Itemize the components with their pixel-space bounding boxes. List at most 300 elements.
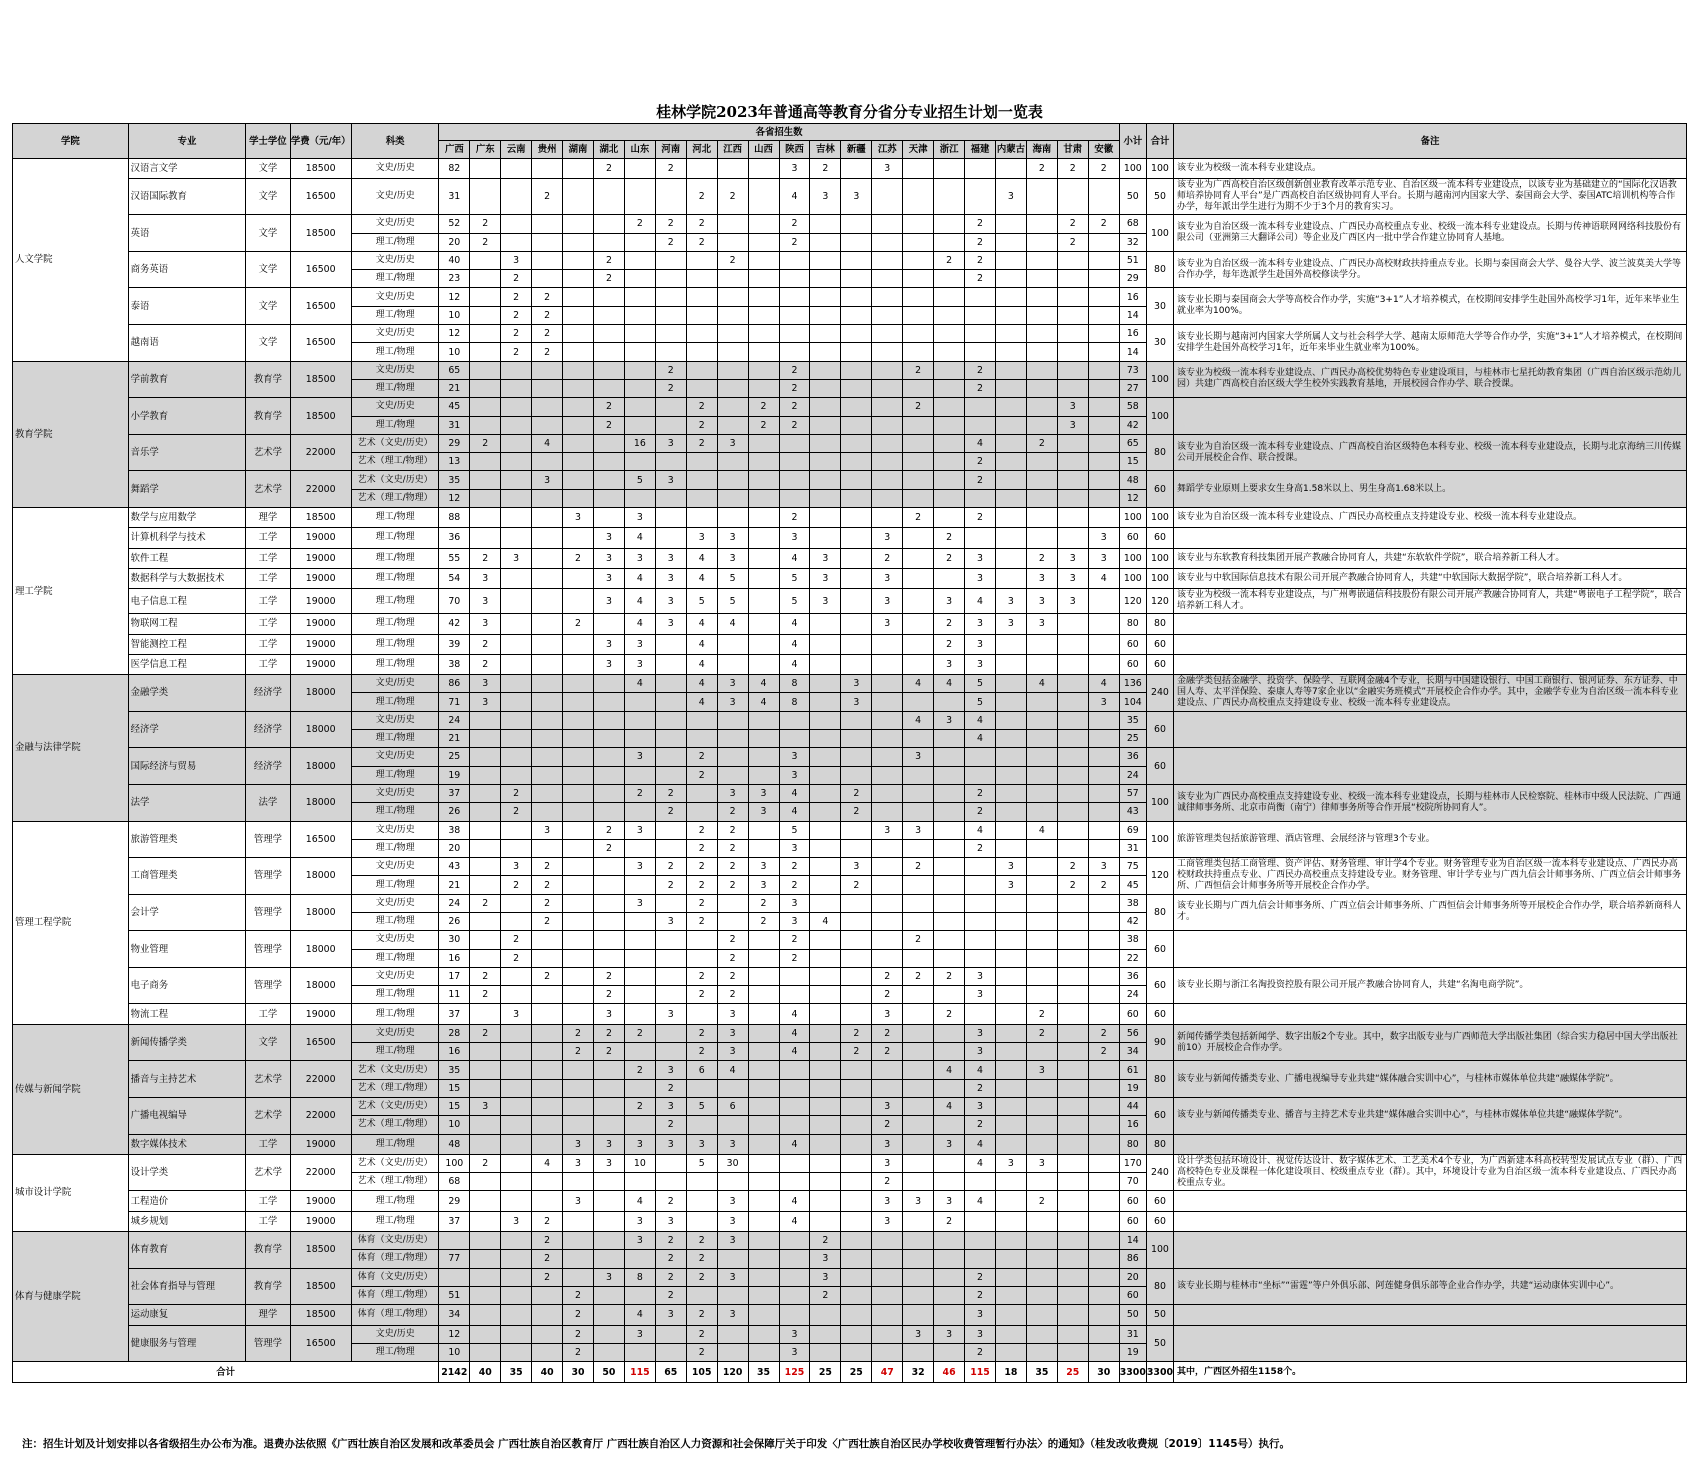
province-count-cell: 29 (439, 434, 470, 452)
major-name: 物联网工程 (128, 614, 246, 634)
province-count-cell: 4 (624, 675, 655, 693)
province-count-cell (965, 766, 996, 784)
enrollment-sheet (12, 101, 1687, 1383)
province-count-cell (1026, 839, 1057, 857)
province-count-cell (686, 159, 717, 179)
province-count-cell: 2 (965, 251, 996, 269)
province-count-cell (748, 528, 779, 548)
province-count-cell (501, 215, 532, 233)
province-count-cell (995, 361, 1026, 379)
province-count-cell (563, 471, 594, 489)
province-count-cell: 3 (624, 1134, 655, 1154)
province-count-cell (934, 931, 965, 949)
province-count-cell: 2 (532, 306, 563, 324)
province-count-cell (624, 361, 655, 379)
province-count-cell (655, 1024, 686, 1042)
header-row (13, 124, 1687, 141)
subtotal-cell: 50 (1119, 179, 1146, 215)
province-count-cell: 4 (1088, 675, 1119, 693)
table-row (13, 711, 1687, 729)
province-count-cell (748, 1211, 779, 1231)
province-count-cell (748, 986, 779, 1004)
degree-cell: 理学 (246, 1305, 290, 1325)
province-count-cell: 2 (470, 634, 501, 654)
fee-cell: 22000 (290, 1154, 351, 1191)
province-count-cell: 3 (624, 821, 655, 839)
province-count-cell (995, 1286, 1026, 1304)
province-count-cell (593, 1061, 624, 1079)
province-count-cell: 2 (593, 986, 624, 1004)
fee-cell: 22000 (290, 1097, 351, 1134)
province-count-cell (779, 1154, 810, 1172)
province-count-cell (532, 803, 563, 821)
category-cell: 理工/物理 (351, 589, 438, 614)
province-count-cell (995, 711, 1026, 729)
school-name: 城市设计学院 (13, 1154, 129, 1231)
table-row (13, 1268, 1687, 1286)
province-count-cell: 3 (779, 528, 810, 548)
province-count-cell (655, 1043, 686, 1061)
province-count-cell: 3 (872, 159, 903, 179)
province-count-cell: 3 (748, 858, 779, 876)
subtotal-cell: 100 (1119, 568, 1146, 588)
province-count-cell: 4 (934, 1061, 965, 1079)
category-cell: 艺术（理工/物理） (351, 1116, 438, 1134)
province-count-cell (686, 379, 717, 397)
province-count-cell: 4 (686, 675, 717, 693)
province-count-cell: 2 (655, 379, 686, 397)
province-count-cell (593, 325, 624, 343)
table-row (13, 634, 1687, 654)
province-count-cell: 3 (841, 179, 872, 215)
province-count-cell (532, 233, 563, 251)
province-count-cell: 3 (903, 1191, 934, 1211)
degree-cell: 教育学 (246, 398, 290, 435)
province-count-cell (995, 1232, 1026, 1250)
province-count-cell (934, 489, 965, 507)
province-count-cell (1026, 1305, 1057, 1325)
province-count-cell (1088, 589, 1119, 614)
province-count-cell (717, 325, 748, 343)
province-count-cell (501, 1250, 532, 1268)
province-count-cell (655, 748, 686, 766)
province-count-cell: 3 (965, 548, 996, 568)
header-province: 甘肃 (1057, 141, 1088, 159)
province-count-cell: 54 (439, 568, 470, 588)
province-count-cell (501, 1097, 532, 1115)
province-count-cell (532, 568, 563, 588)
province-count-cell (872, 931, 903, 949)
province-count-cell (624, 711, 655, 729)
province-count-cell (593, 453, 624, 471)
province-count-cell: 3 (717, 784, 748, 802)
province-count-cell: 8 (779, 675, 810, 693)
province-count-cell: 2 (532, 876, 563, 894)
province-count-cell: 3 (501, 548, 532, 568)
province-count-cell (1057, 1154, 1088, 1172)
province-count-cell (934, 1079, 965, 1097)
province-count-cell (655, 1173, 686, 1191)
province-count-cell: 3 (934, 1325, 965, 1343)
category-cell: 理工/物理 (351, 839, 438, 857)
province-count-cell: 19 (439, 766, 470, 784)
province-count-cell: 3 (995, 179, 1026, 215)
province-count-cell (593, 434, 624, 452)
province-count-cell (470, 1343, 501, 1361)
province-count-cell (903, 528, 934, 548)
province-count-cell (593, 233, 624, 251)
province-count-cell (593, 748, 624, 766)
province-count-cell: 38 (439, 654, 470, 674)
province-count-cell: 21 (439, 379, 470, 397)
totals-subtotal: 3300 (1119, 1362, 1146, 1383)
province-count-cell (810, 675, 841, 693)
province-count-cell: 5 (779, 821, 810, 839)
degree-cell: 工学 (246, 634, 290, 654)
degree-cell: 文学 (246, 325, 290, 362)
province-count-cell: 26 (439, 803, 470, 821)
province-count-cell (593, 711, 624, 729)
province-count-cell (841, 1134, 872, 1154)
province-count-cell (1026, 803, 1057, 821)
totals-province-cell: 47 (872, 1362, 903, 1383)
province-count-cell (810, 1305, 841, 1325)
totals-province-cell: 18 (995, 1362, 1026, 1383)
province-count-cell (563, 876, 594, 894)
province-count-cell (995, 894, 1026, 912)
fee-cell: 22000 (290, 471, 351, 508)
province-count-cell (1026, 693, 1057, 711)
province-count-cell (810, 1097, 841, 1115)
province-count-cell (624, 839, 655, 857)
province-count-cell (1057, 453, 1088, 471)
province-count-cell (593, 1325, 624, 1343)
province-count-cell (655, 986, 686, 1004)
province-count-cell (934, 821, 965, 839)
province-count-cell: 2 (655, 233, 686, 251)
province-count-cell (995, 1061, 1026, 1079)
province-count-cell: 2 (872, 986, 903, 1004)
province-count-cell (563, 288, 594, 306)
province-count-cell (501, 1232, 532, 1250)
province-count-cell (1026, 876, 1057, 894)
province-count-cell (1057, 434, 1088, 452)
subtotal-cell: 104 (1119, 693, 1146, 711)
province-count-cell: 3 (470, 589, 501, 614)
province-count-cell (748, 288, 779, 306)
header-province: 新疆 (841, 141, 872, 159)
province-count-cell (965, 1173, 996, 1191)
province-count-cell: 3 (810, 548, 841, 568)
province-count-cell: 24 (439, 711, 470, 729)
totals-province-cell: 115 (624, 1362, 655, 1383)
province-count-cell: 8 (624, 1268, 655, 1286)
province-count-cell (563, 528, 594, 548)
province-count-cell (903, 634, 934, 654)
province-count-cell (748, 508, 779, 528)
province-count-cell (872, 654, 903, 674)
province-count-cell: 51 (439, 1286, 470, 1304)
province-count-cell (903, 693, 934, 711)
fee-cell: 19000 (290, 1211, 351, 1231)
province-count-cell: 3 (624, 508, 655, 528)
province-count-cell (748, 379, 779, 397)
province-count-cell: 2 (717, 986, 748, 1004)
province-count-cell (686, 453, 717, 471)
province-count-cell (841, 1061, 872, 1079)
page-title: 桂林学院2023年普通高等教育分省分专业招生计划一览表 (656, 103, 1043, 121)
province-count-cell: 3 (1057, 398, 1088, 416)
header-fee: 学费（元/年） (290, 124, 351, 159)
subtotal-cell: 57 (1119, 784, 1146, 802)
enrollment-plan-table (12, 123, 1687, 1383)
province-count-cell (593, 730, 624, 748)
province-count-cell: 2 (717, 839, 748, 857)
province-count-cell: 2 (563, 1043, 594, 1061)
totals-note: 其中，广西区外招生1158个。 (1174, 1362, 1687, 1383)
province-count-cell: 4 (624, 1305, 655, 1325)
province-count-cell (1026, 361, 1057, 379)
province-count-cell (470, 912, 501, 930)
province-count-cell: 2 (624, 1061, 655, 1079)
province-count-cell: 2 (903, 858, 934, 876)
province-count-cell (501, 748, 532, 766)
province-count-cell (810, 416, 841, 434)
degree-cell: 工学 (246, 589, 290, 614)
province-count-cell: 2 (624, 1024, 655, 1042)
subtotal-cell: 48 (1119, 471, 1146, 489)
province-count-cell: 35 (439, 1061, 470, 1079)
province-count-cell: 3 (470, 693, 501, 711)
province-count-cell (903, 1097, 934, 1115)
province-count-cell: 20 (439, 839, 470, 857)
province-count-cell: 34 (439, 1305, 470, 1325)
subtotal-cell: 24 (1119, 766, 1146, 784)
province-count-cell: 2 (593, 416, 624, 434)
note-cell: 舞蹈学专业原则上要求女生身高1.58米以上、男生身高1.68米以上。 (1174, 471, 1687, 508)
fee-cell: 19000 (290, 528, 351, 548)
totals-province-cell: 35 (748, 1362, 779, 1383)
province-count-cell (655, 251, 686, 269)
province-count-cell: 3 (717, 1134, 748, 1154)
province-count-cell: 3 (717, 1043, 748, 1061)
table-row (13, 288, 1687, 306)
degree-cell: 经济学 (246, 711, 290, 748)
degree-cell: 艺术学 (246, 1154, 290, 1191)
province-count-cell (934, 306, 965, 324)
province-count-cell: 3 (1057, 589, 1088, 614)
province-count-cell: 2 (872, 1116, 903, 1134)
major-total-cell: 240 (1146, 675, 1173, 712)
province-count-cell: 4 (624, 589, 655, 614)
subtotal-cell: 36 (1119, 967, 1146, 985)
province-count-cell (532, 1116, 563, 1134)
province-count-cell (470, 821, 501, 839)
totals-province-cell: 105 (686, 1362, 717, 1383)
province-count-cell: 3 (655, 568, 686, 588)
header-category: 科类 (351, 124, 438, 159)
major-name: 运动康复 (128, 1305, 246, 1325)
province-count-cell (1026, 1043, 1057, 1061)
province-count-cell (563, 839, 594, 857)
major-name: 音乐学 (128, 434, 246, 471)
province-count-cell (995, 233, 1026, 251)
table-row (13, 931, 1687, 949)
province-count-cell: 2 (470, 434, 501, 452)
province-count-cell: 2 (1026, 1024, 1057, 1042)
province-count-cell (717, 288, 748, 306)
province-count-cell (655, 179, 686, 215)
province-count-cell (470, 270, 501, 288)
table-row (13, 398, 1687, 416)
subtotal-cell: 44 (1119, 1097, 1146, 1115)
province-count-cell (810, 748, 841, 766)
province-count-cell (934, 270, 965, 288)
province-count-cell: 2 (965, 361, 996, 379)
province-count-cell (748, 270, 779, 288)
province-count-cell (501, 361, 532, 379)
province-count-cell (563, 693, 594, 711)
subtotal-cell: 35 (1119, 711, 1146, 729)
fee-cell: 16500 (290, 1325, 351, 1362)
province-count-cell (532, 416, 563, 434)
province-count-cell (995, 528, 1026, 548)
province-count-cell: 3 (1057, 416, 1088, 434)
fee-cell: 18000 (290, 894, 351, 931)
province-count-cell (1088, 270, 1119, 288)
province-count-cell: 3 (563, 1134, 594, 1154)
province-count-cell: 2 (624, 784, 655, 802)
province-count-cell: 3 (532, 821, 563, 839)
province-count-cell: 2 (655, 1191, 686, 1211)
province-count-cell (1026, 1079, 1057, 1097)
province-count-cell (470, 528, 501, 548)
school-name: 金融与法律学院 (13, 675, 129, 821)
subtotal-cell: 14 (1119, 306, 1146, 324)
province-count-cell (501, 839, 532, 857)
province-count-cell (1057, 1232, 1088, 1250)
header-province: 云南 (501, 141, 532, 159)
province-count-cell (872, 508, 903, 528)
province-count-cell (501, 528, 532, 548)
province-count-cell: 4 (965, 434, 996, 452)
subtotal-cell: 58 (1119, 398, 1146, 416)
province-count-cell (655, 654, 686, 674)
province-count-cell (655, 1325, 686, 1343)
major-total-cell: 50 (1146, 1305, 1173, 1325)
province-count-cell (810, 453, 841, 471)
province-count-cell (1026, 398, 1057, 416)
province-count-cell (470, 858, 501, 876)
province-count-cell (563, 179, 594, 215)
province-count-cell (624, 693, 655, 711)
province-count-cell: 5 (717, 568, 748, 588)
subtotal-cell: 80 (1119, 1134, 1146, 1154)
province-count-cell (1088, 398, 1119, 416)
province-count-cell: 2 (717, 949, 748, 967)
province-count-cell: 3 (624, 1325, 655, 1343)
header-major: 专业 (128, 124, 246, 159)
major-total-cell: 100 (1146, 821, 1173, 858)
major-name: 数学与应用数学 (128, 508, 246, 528)
province-count-cell: 2 (470, 654, 501, 674)
province-count-cell: 2 (717, 251, 748, 269)
table-row (13, 1134, 1687, 1154)
province-count-cell (779, 1079, 810, 1097)
province-count-cell: 3 (1026, 614, 1057, 634)
category-cell: 理工/物理 (351, 568, 438, 588)
province-count-cell (841, 398, 872, 416)
province-count-cell (748, 343, 779, 361)
province-count-cell: 3 (655, 1061, 686, 1079)
province-count-cell (686, 306, 717, 324)
province-count-cell (1057, 528, 1088, 548)
province-count-cell (1026, 967, 1057, 985)
province-count-cell (934, 803, 965, 821)
province-count-cell (841, 528, 872, 548)
degree-cell: 法学 (246, 784, 290, 821)
province-count-cell (624, 398, 655, 416)
province-count-cell: 4 (624, 1191, 655, 1211)
province-count-cell (810, 379, 841, 397)
province-count-cell: 2 (1026, 1004, 1057, 1024)
province-count-cell: 2 (965, 453, 996, 471)
province-count-cell (995, 693, 1026, 711)
province-count-cell (841, 270, 872, 288)
subtotal-cell: 60 (1119, 634, 1146, 654)
province-count-cell (934, 784, 965, 802)
table-row (13, 821, 1687, 839)
province-count-cell (655, 693, 686, 711)
province-count-cell: 2 (965, 803, 996, 821)
province-count-cell (624, 1343, 655, 1361)
degree-cell: 工学 (246, 614, 290, 634)
province-count-cell (841, 1232, 872, 1250)
province-count-cell (903, 654, 934, 674)
province-count-cell (1026, 931, 1057, 949)
province-count-cell (563, 1004, 594, 1024)
province-count-cell (934, 730, 965, 748)
province-count-cell (1088, 1173, 1119, 1191)
province-count-cell (1088, 1154, 1119, 1172)
province-count-cell (501, 1343, 532, 1361)
province-count-cell (748, 1268, 779, 1286)
province-count-cell: 2 (593, 251, 624, 269)
province-count-cell (532, 589, 563, 614)
province-count-cell (872, 894, 903, 912)
province-count-cell (563, 784, 594, 802)
province-count-cell (1026, 1286, 1057, 1304)
category-cell: 艺术（文史/历史） (351, 1154, 438, 1172)
category-cell: 文史/历史 (351, 675, 438, 693)
province-count-cell (717, 1079, 748, 1097)
fee-cell: 18000 (290, 967, 351, 1004)
province-count-cell: 2 (810, 1232, 841, 1250)
province-count-cell: 3 (655, 589, 686, 614)
province-count-cell (624, 803, 655, 821)
province-count-cell (470, 325, 501, 343)
province-count-cell: 2 (934, 634, 965, 654)
major-name: 设计学类 (128, 1154, 246, 1191)
province-count-cell (903, 1004, 934, 1024)
major-total-cell: 60 (1146, 711, 1173, 748)
province-count-cell (841, 1116, 872, 1134)
province-count-cell (810, 949, 841, 967)
province-count-cell: 3 (501, 858, 532, 876)
province-count-cell: 2 (779, 233, 810, 251)
province-count-cell (624, 1043, 655, 1061)
province-count-cell (686, 508, 717, 528)
